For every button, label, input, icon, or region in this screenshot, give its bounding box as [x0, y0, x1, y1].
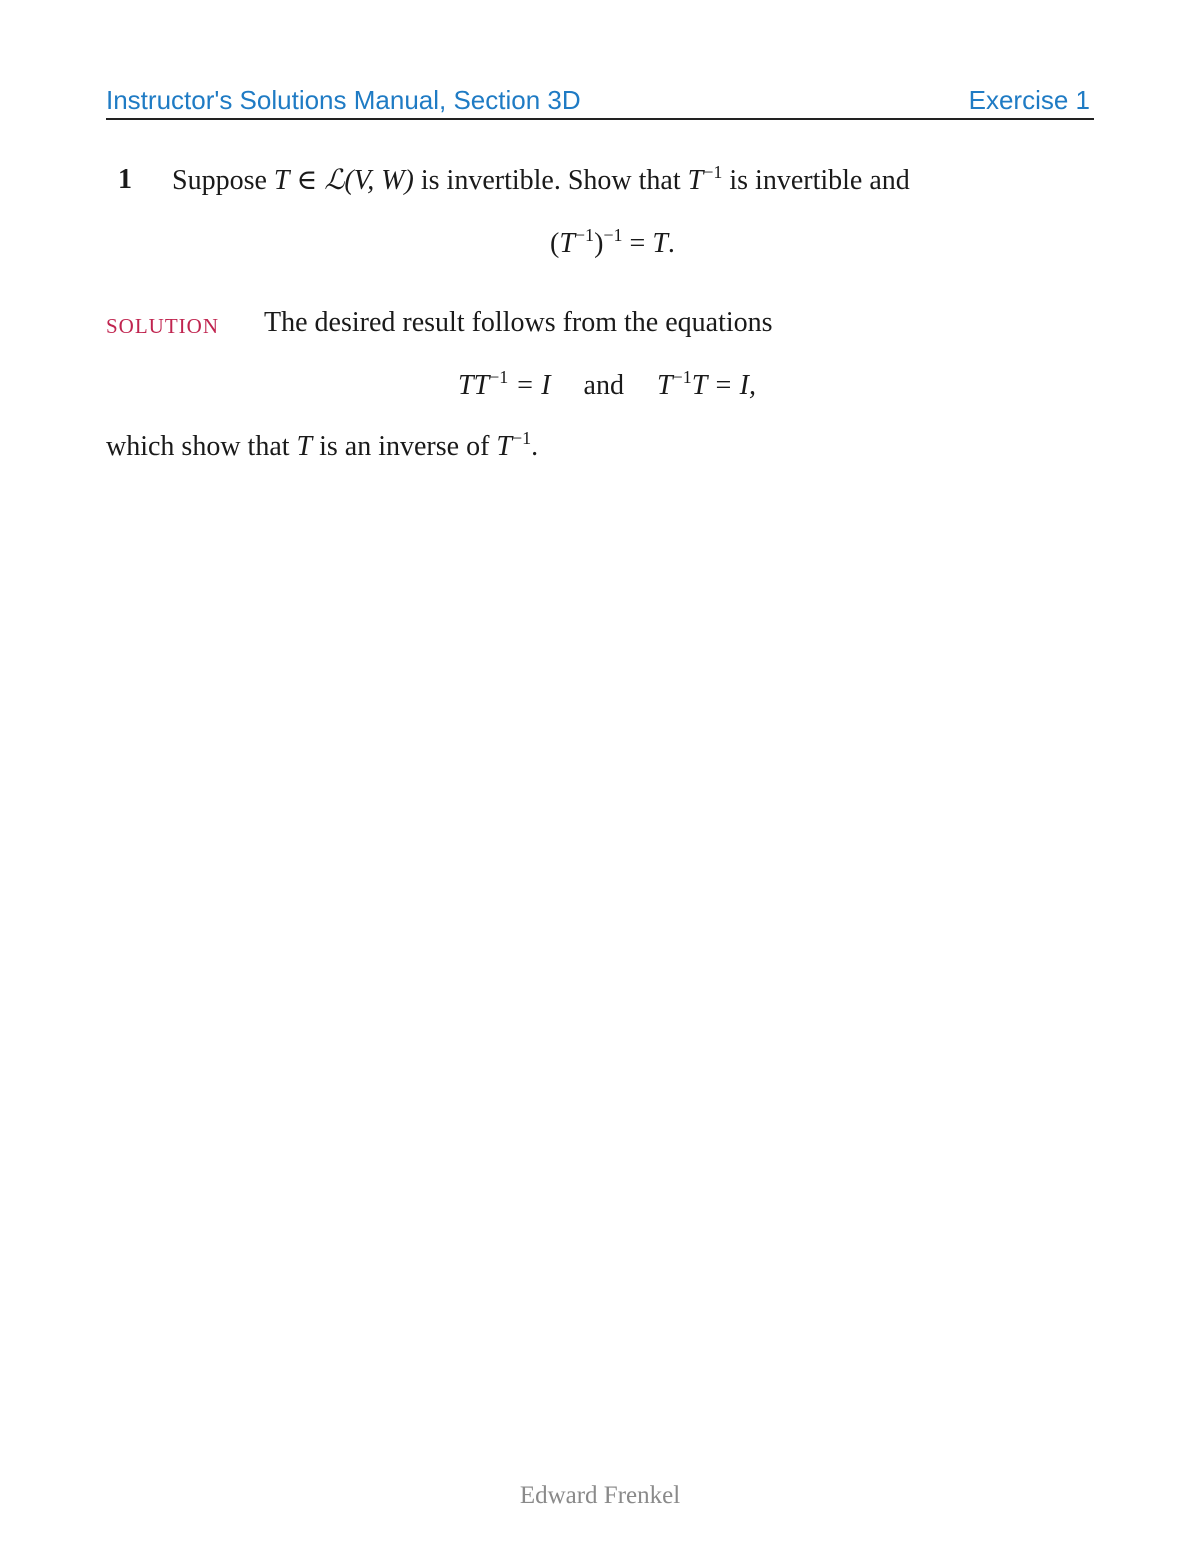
header-exercise-label: Exercise 1 [968, 85, 1090, 115]
math-T: T [496, 431, 512, 462]
math-exponent: −1 [511, 428, 532, 448]
header-title: Instructor's Solutions Manual, Section 3D [106, 85, 581, 115]
solution-conclusion [106, 429, 538, 467]
math-paren: ( [550, 228, 560, 259]
math-equals: = [622, 228, 653, 259]
math-paren: ) [594, 228, 604, 259]
math-exponent: −1 [603, 225, 623, 245]
math-T: T [273, 165, 290, 196]
math-exponent: −1 [574, 225, 595, 245]
solution-intro: The desired result follows from the equations [264, 307, 773, 338]
footer-author: Edward Frenkel [519, 1482, 681, 1509]
math-T: T [296, 431, 313, 462]
exercise-statement [172, 162, 910, 201]
math-in-symbol: ∈ [296, 165, 318, 196]
math-VW: (V, W) [344, 165, 414, 196]
page-header [106, 84, 1094, 120]
math-exponent: −1 [672, 367, 692, 387]
conclusion-text: is an inverse of [319, 431, 490, 462]
math-and: and [583, 370, 624, 401]
statement-text: Suppose [172, 165, 267, 196]
solution-label: SOLUTION [106, 314, 219, 338]
math-period: . [531, 431, 539, 462]
display-equation [550, 226, 675, 264]
math-T: T [656, 370, 673, 401]
math-L: ℒ [324, 163, 345, 196]
statement-text: is invertible. Show that [420, 165, 681, 196]
conclusion-text: which show that [106, 431, 290, 462]
math-T: T [687, 165, 704, 196]
math-T: T [652, 228, 668, 259]
math-T: T [559, 228, 575, 259]
math-TT: TT [458, 370, 490, 401]
math-period: . [667, 228, 675, 259]
math-eq-rest: = I [508, 370, 551, 401]
math-exponent: −1 [489, 367, 509, 387]
exercise-number: 1 [118, 164, 132, 195]
math-exponent: −1 [703, 162, 723, 182]
solution-equations [458, 368, 756, 406]
math-eq-rest: T = I, [691, 370, 756, 401]
statement-text: is invertible and [729, 165, 910, 196]
